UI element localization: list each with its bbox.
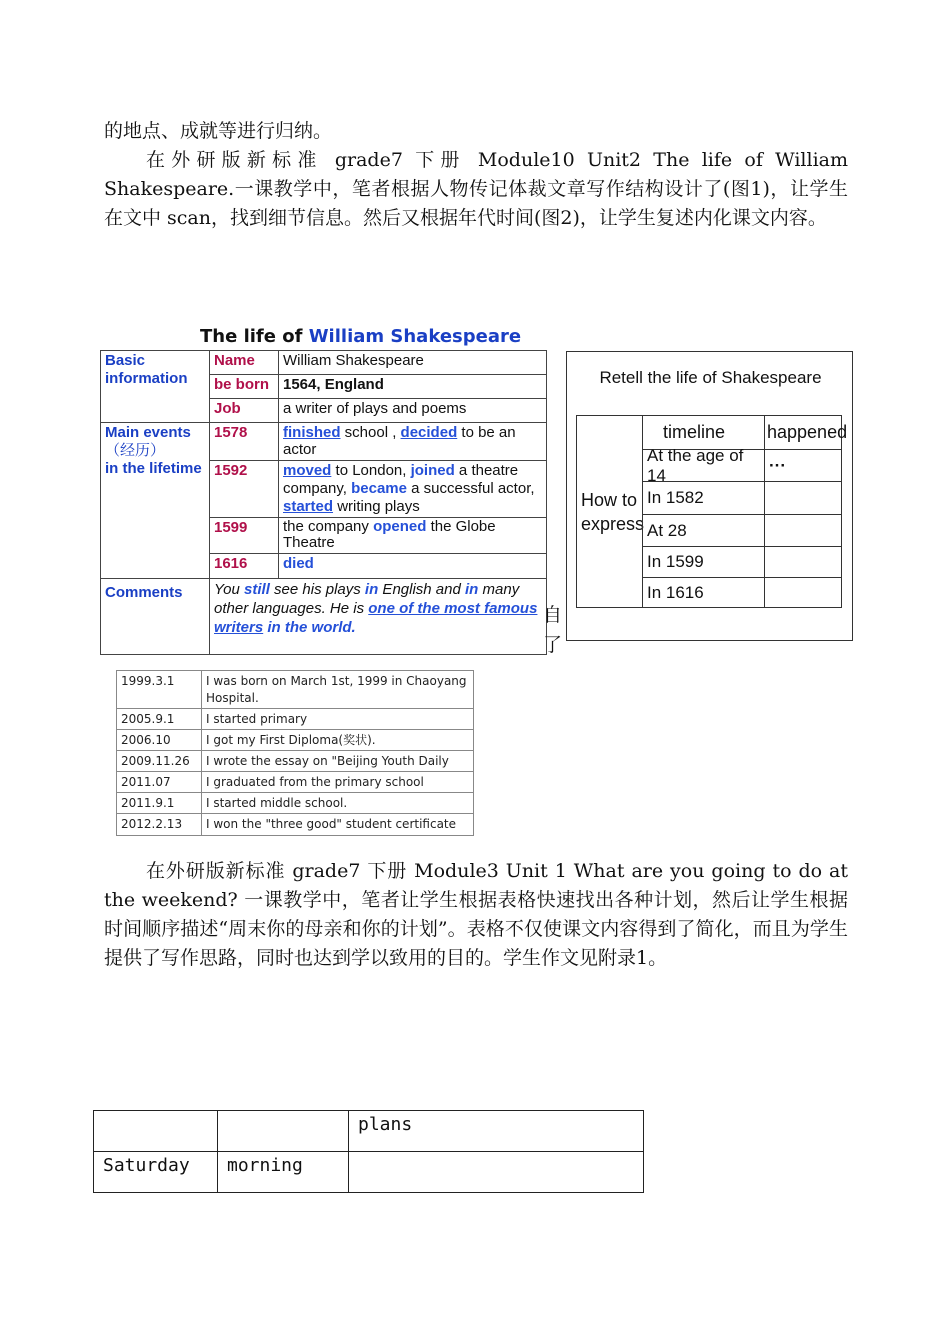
timeline-cell: In 1599 <box>642 546 765 578</box>
text-segment: one of the most famous writers <box>214 600 538 636</box>
paragraph-2-text: 在外研版新标准 grade7 下册 Module10 Unit2 The life of William Shakespeare.一课教学中，笔者根据人物传记体裁文章写作结构设计了(图1)，让学生在文中 scan，找到细节信息。然后又根据年代时间(图2)，让学生复述内化课文内容。 <box>104 149 848 229</box>
event-text <box>278 517 547 554</box>
plans-header-cell: plans <box>348 1110 644 1152</box>
figure2-box <box>566 351 853 641</box>
comments-label: Comments <box>100 578 210 655</box>
happened-cell: ··· <box>764 449 842 482</box>
main-events-label <box>100 422 210 579</box>
date-cell: 2011.07 <box>116 771 202 793</box>
main-events-tail: in the lifetime <box>105 460 202 477</box>
plans-header-cell <box>93 1110 218 1152</box>
date-cell: 2009.11.26 <box>116 750 202 772</box>
happened-header: happened <box>764 415 842 450</box>
text-segment: a successful actor, <box>406 480 535 497</box>
text-segment: finished <box>283 424 341 441</box>
text-segment: died <box>283 555 314 572</box>
timeline-cell: In 1616 <box>642 577 765 608</box>
event-cell: I started primary <box>201 708 474 730</box>
text-segment: writing plays <box>333 498 420 515</box>
text-segment: the company <box>283 518 374 535</box>
figure1-table <box>100 350 547 655</box>
text-segment: opened <box>373 518 427 535</box>
date-cell: 1999.3.1 <box>116 670 202 709</box>
event-cell: I wrote the essay on "Beijing Youth Daily <box>201 750 474 772</box>
timeline-cell: At 28 <box>642 514 765 547</box>
plans-table <box>93 1110 644 1193</box>
event-cell: I got my First Diploma(奖状). <box>201 729 474 751</box>
how-to-express-label <box>576 415 643 608</box>
happened-cell <box>764 546 842 578</box>
figure1-title-name: William Shakespeare <box>308 326 522 347</box>
date-cell: 2012.2.13 <box>116 813 202 836</box>
figure2-title: Retell the life of Shakespeare <box>599 368 822 387</box>
text-segment: in the world. <box>263 619 356 636</box>
date-cell: 2011.9.1 <box>116 792 202 814</box>
date-cell: 2006.10 <box>116 729 202 751</box>
job-value: a writer of plays and poems <box>278 398 547 423</box>
event-cell: I was born on March 1st, 1999 in Chaoyang Hospital. <box>201 670 474 709</box>
plans-plan-cell <box>348 1151 644 1193</box>
paragraph-3 <box>104 857 848 973</box>
text-segment: still <box>244 581 270 598</box>
name-label: Name <box>209 350 279 375</box>
figure1-title-prefix: The life of <box>200 326 303 347</box>
plans-time-cell: morning <box>217 1151 349 1193</box>
figure3-table <box>116 670 474 836</box>
text-segment: many other languages. He is <box>214 581 520 617</box>
timeline-cell: In 1582 <box>642 481 765 515</box>
event-cell: I won the "three good" student certificate <box>201 813 474 836</box>
born-value: 1564, England <box>278 374 547 399</box>
text-segment: to be an actor <box>283 424 516 458</box>
stray-char: 了 <box>543 634 563 656</box>
event-text <box>278 553 547 579</box>
happened-cell <box>764 577 842 608</box>
comments-text <box>209 578 547 655</box>
plans-header-cell <box>217 1110 349 1152</box>
name-value: William Shakespeare <box>278 350 547 375</box>
happened-cell <box>764 514 842 547</box>
text-segment: started <box>283 498 334 515</box>
text-segment: school , <box>340 424 401 441</box>
main-events-cn: （经历） <box>105 442 166 459</box>
born-label: be born <box>209 374 279 399</box>
text-segment: in <box>465 581 479 598</box>
text-segment: You <box>214 581 245 598</box>
how-to-express-text: How to express <box>581 489 645 534</box>
event-year: 1578 <box>209 422 279 461</box>
event-cell: I graduated from the primary school <box>201 771 474 793</box>
text-segment: in <box>364 581 379 598</box>
text-segment: decided <box>400 424 458 441</box>
text-segment: joined <box>410 462 455 479</box>
text-segment: became <box>351 480 407 497</box>
basic-info-label: Basic information <box>100 350 210 423</box>
text-segment: see his plays <box>269 581 365 598</box>
main-events-title: Main events <box>105 424 191 441</box>
event-text <box>278 460 547 518</box>
text-segment: a theatre company, <box>283 462 519 497</box>
paragraph-3-text: 在外研版新标准 grade7 下册 Module3 Unit 1 What are you going to do at the weekend? 一课教学中，笔者让学生根据表格快速找出各种计划，然后让学生根据时间顺序描述“周末你的母亲和你的计划”。表格不仅使课文内容得到了简化，而且为学生提供了写作思路，同时也达到学以致用的目的。学生作文见附录1。 <box>104 860 848 969</box>
text-segment: English and <box>378 581 465 598</box>
event-year: 1592 <box>209 460 279 518</box>
paragraph-2 <box>104 146 848 233</box>
intro-line1: 的地点、成就等进行归纳。 <box>104 120 333 142</box>
date-cell: 2005.9.1 <box>116 708 202 730</box>
job-label: Job <box>209 398 279 423</box>
figure1-title <box>200 326 521 347</box>
event-year: 1599 <box>209 517 279 554</box>
timeline-header: timeline <box>642 415 765 450</box>
intro-line <box>104 117 848 146</box>
happened-cell <box>764 481 842 515</box>
event-cell: I started middle school. <box>201 792 474 814</box>
event-year: 1616 <box>209 553 279 579</box>
text-segment: moved <box>283 462 332 479</box>
text-segment: to London, <box>331 462 411 479</box>
text-segment: the Globe Theatre <box>283 518 496 551</box>
stray-char: 自 <box>543 604 563 626</box>
event-text <box>278 422 547 461</box>
plans-day-cell: Saturday <box>93 1151 218 1193</box>
timeline-cell: At the age of 14 <box>642 449 765 482</box>
